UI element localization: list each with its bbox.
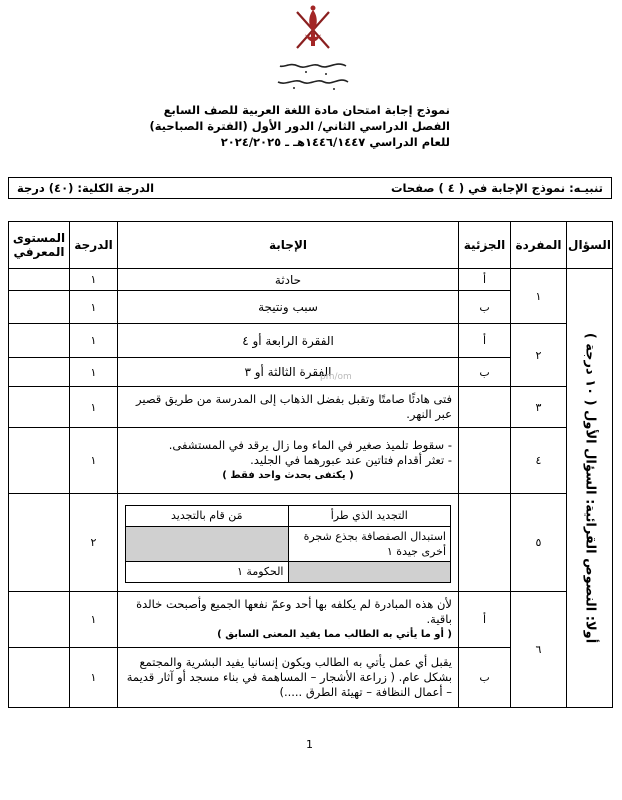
item-number: ٥ bbox=[511, 494, 567, 592]
table-row bbox=[9, 269, 613, 291]
answer-cell: حادثة bbox=[118, 269, 459, 291]
header-answer: الإجابة bbox=[118, 222, 459, 269]
answer-cell bbox=[118, 494, 459, 592]
score-cell: ١ bbox=[70, 358, 118, 387]
score-cell: ١ bbox=[70, 428, 118, 494]
table-row bbox=[9, 494, 613, 592]
answer-table bbox=[8, 221, 613, 708]
part-letter: أ bbox=[459, 324, 511, 358]
renewal-table bbox=[125, 505, 451, 583]
part-letter: ب bbox=[459, 358, 511, 387]
table-row bbox=[9, 428, 613, 494]
part-letter bbox=[459, 494, 511, 592]
item-number: ١ bbox=[511, 269, 567, 324]
notice-box bbox=[8, 177, 612, 199]
level-cell bbox=[9, 358, 70, 387]
answer-line: - تعثر أقدام فتاتين عند عبورهما في الجليد. bbox=[250, 453, 452, 467]
header-question: السؤال bbox=[567, 222, 613, 269]
level-cell bbox=[9, 428, 70, 494]
inner-cell: الحكومة ١ bbox=[126, 561, 289, 582]
exam-year: للعام الدراسي ١٤٤٦/١٤٤٧هـ ـ ٢٠٢٤/٢٠٢٥ bbox=[220, 135, 450, 149]
answer-note: ( يكتفى بحدث واحد فقط ) bbox=[222, 470, 354, 481]
part-letter: ب bbox=[459, 648, 511, 708]
part-letter: أ bbox=[459, 269, 511, 291]
answer-cell: يقبل أي عمل يأتي به الطالب ويكون إنسانيا يفيد البشرية والمجتمع بشكل عام. ( زراعة الأشجار – المساهمة في بناء مسجد أو آثار قديمة – أعمال النظافة – تهيئة الطرق .....) bbox=[118, 648, 459, 708]
table-row bbox=[9, 387, 613, 428]
score-cell: ١ bbox=[70, 387, 118, 428]
answer-cell: الفقرة الثالثة أو ٣ bbox=[118, 358, 459, 387]
inner-header-renewal: التجديد الذي طرأ bbox=[288, 505, 451, 526]
level-cell bbox=[9, 592, 70, 648]
answer-cell bbox=[118, 428, 459, 494]
score-cell: ٢ bbox=[70, 494, 118, 592]
level-cell bbox=[9, 648, 70, 708]
part-letter bbox=[459, 387, 511, 428]
score-cell: ١ bbox=[70, 648, 118, 708]
table-row bbox=[9, 592, 613, 648]
score-cell: ١ bbox=[70, 269, 118, 291]
level-cell bbox=[9, 324, 70, 358]
ministry-calligraphy-logo bbox=[276, 58, 350, 94]
score-cell: ١ bbox=[70, 592, 118, 648]
score-cell: ١ bbox=[70, 324, 118, 358]
inner-header-who: مَن قام بالتجديد bbox=[126, 505, 289, 526]
section-title-cell bbox=[567, 269, 613, 708]
header-score: الدرجة bbox=[70, 222, 118, 269]
item-number: ٢ bbox=[511, 324, 567, 387]
table-row bbox=[9, 324, 613, 358]
oman-emblem-logo bbox=[291, 4, 335, 54]
answer-cell: سبب ونتيجة bbox=[118, 291, 459, 324]
level-cell bbox=[9, 387, 70, 428]
item-number: ٦ bbox=[511, 592, 567, 708]
notice-pages: تنبيـه: نموذج الإجابة في ( ٤ ) صفحات bbox=[390, 181, 603, 195]
header-item: المفردة bbox=[511, 222, 567, 269]
part-letter bbox=[459, 428, 511, 494]
section-title: أولا: النصوص القرائية: السؤال الأول ( ١٠ درجة ) bbox=[582, 332, 597, 644]
answer-cell bbox=[118, 592, 459, 648]
level-cell bbox=[9, 269, 70, 291]
level-cell bbox=[9, 494, 70, 592]
answer-cell: فتى هادئًا صامتًا وتقبل بفضل الذهاب إلى المدرسة من طريق قصير عبر النهر. bbox=[118, 387, 459, 428]
page-number: 1 bbox=[306, 738, 313, 751]
score-cell: ١ bbox=[70, 291, 118, 324]
inner-cell: استبدال الصفصافة بجذع شجرة أخرى جيدة ١ bbox=[288, 526, 451, 561]
inner-cell-grey bbox=[288, 561, 451, 582]
watermark: pm/om bbox=[320, 372, 352, 382]
item-number: ٣ bbox=[511, 387, 567, 428]
part-letter: ب bbox=[459, 291, 511, 324]
answer-text: لأن هذه المبادرة لم يكلفه بها أحد وعمّ نفعها الجميع وأصبحت خالدة باقية. bbox=[136, 597, 452, 626]
item-number: ٤ bbox=[511, 428, 567, 494]
part-letter: أ bbox=[459, 592, 511, 648]
level-cell bbox=[9, 291, 70, 324]
answer-cell: الفقرة الرابعة أو ٤ bbox=[118, 324, 459, 358]
exam-title: نموذج إجابة امتحان مادة اللغة العربية للصف السابع bbox=[163, 103, 450, 117]
answer-note: ( أو ما يأتي به الطالب مما يفيد المعنى السابق ) bbox=[217, 629, 452, 640]
inner-cell-grey bbox=[126, 526, 289, 561]
exam-semester: الفصل الدراسي الثاني/ الدور الأول (الفترة الصباحية) bbox=[149, 119, 450, 133]
notice-total-score: الدرجة الكلية: (٤٠) درجة bbox=[17, 181, 155, 195]
header-level: المستوى المعرفي bbox=[9, 222, 70, 269]
header-part: الجزئية bbox=[459, 222, 511, 269]
answer-line: - سقوط تلميذ صغير في الماء وما زال يرقد في المستشفى. bbox=[168, 438, 452, 452]
